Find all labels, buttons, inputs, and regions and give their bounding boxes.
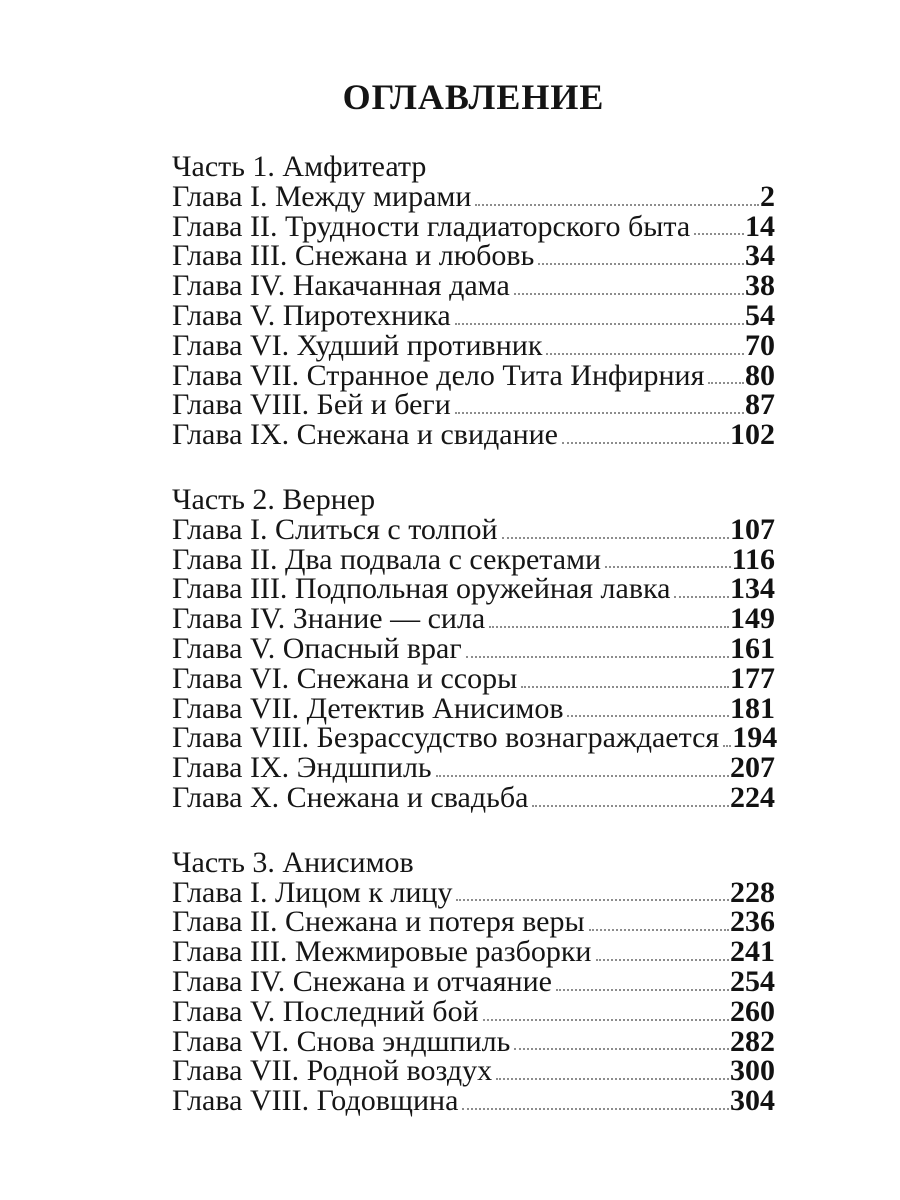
toc-entry-page: 134 — [730, 572, 775, 606]
toc-entry-page: 207 — [730, 751, 775, 785]
toc-entry-page: 102 — [730, 418, 775, 452]
toc-entry-page: 228 — [730, 875, 775, 909]
toc-entry — [172, 420, 775, 450]
toc-entry-label: Глава VI. Снова эндшпиль — [172, 1024, 511, 1058]
dot-leader — [708, 382, 744, 384]
toc-entry-page: 80 — [745, 358, 775, 392]
toc-entry-label: Глава I. Лицом к лицу — [172, 875, 453, 909]
toc-entry-page: 14 — [745, 209, 775, 243]
toc-entry-label: Глава III. Подпольная оружейная лавка — [172, 572, 671, 606]
dot-leader — [532, 805, 729, 807]
toc-entry — [172, 753, 775, 783]
page-title: ОГЛАВЛЕНИЕ — [342, 77, 605, 117]
toc-entry — [172, 907, 775, 937]
toc-entry-page: 54 — [745, 298, 775, 332]
toc-entry — [172, 661, 775, 695]
section-heading: Часть 2. Вернер — [172, 482, 376, 516]
dot-leader — [514, 1048, 729, 1050]
dot-leader — [589, 929, 729, 931]
section-heading: Часть 1. Амфитеатр — [172, 150, 427, 183]
toc-entry-page: 260 — [730, 994, 775, 1028]
toc-entry-page: 224 — [730, 780, 775, 814]
toc-entry — [172, 358, 775, 392]
toc-section-3 — [172, 845, 775, 1118]
toc-entry-label: Глава I. Между мирами — [172, 179, 472, 213]
toc-section-1 — [172, 152, 775, 450]
toc-entry — [172, 937, 775, 967]
dot-leader — [596, 959, 730, 961]
toc-entry-page: 181 — [730, 691, 775, 725]
toc-entry-label: Глава II. Два подвала с секретами — [172, 542, 602, 576]
dot-leader — [475, 204, 759, 206]
toc-entry-page: 70 — [745, 328, 775, 362]
toc-entry — [172, 1086, 775, 1116]
toc-entry-page: 149 — [730, 602, 775, 636]
toc-entry — [172, 209, 775, 243]
toc-entry-label: Глава IX. Эндшпиль — [172, 751, 432, 785]
toc-entry-label: Глава X. Снежана и свадьба — [172, 780, 529, 814]
toc-entry-page: 161 — [730, 631, 775, 665]
toc-entry — [172, 271, 775, 301]
toc-entry-page: 107 — [730, 512, 775, 546]
toc-entry-page: 300 — [730, 1054, 775, 1088]
toc-entry-label: Глава VII. Странное дело Тита Инфирния — [172, 358, 705, 392]
toc-entry — [172, 604, 775, 634]
dot-leader — [674, 596, 729, 598]
toc-entry-label: Глава VII. Родной воздух — [172, 1054, 493, 1088]
toc-entry-label: Глава II. Снежана и потеря веры — [172, 905, 585, 939]
toc-entry-label: Глава III. Межмировые разборки — [172, 935, 592, 969]
toc-entry — [172, 780, 775, 814]
toc-entry-label: Глава VI. Снежана и ссоры — [172, 661, 518, 695]
toc-entry-page: 87 — [745, 388, 775, 422]
dot-leader — [436, 775, 729, 777]
toc-entry — [172, 1056, 775, 1086]
dot-leader — [605, 566, 731, 568]
toc-entry-page: 282 — [730, 1024, 775, 1058]
dot-leader — [483, 1019, 729, 1021]
toc-entry-page: 254 — [730, 964, 775, 998]
dot-leader — [466, 656, 729, 658]
dot-leader — [567, 715, 729, 717]
toc-entry — [172, 691, 775, 725]
dot-leader — [462, 1108, 729, 1110]
toc-entry-page: 236 — [730, 905, 775, 939]
toc-entry-label: Глава VI. Худший противник — [172, 328, 543, 362]
toc-entry — [172, 241, 775, 271]
toc-entry-label: Глава V. Пиротехника — [172, 298, 451, 332]
toc-entry-label: Глава IV. Знание — сила — [172, 602, 486, 636]
toc-entry-label: Глава V. Опасный враг — [172, 631, 462, 665]
toc-entry-label: Глава VIII. Бей и беги — [172, 388, 451, 422]
toc-entry — [172, 390, 775, 420]
toc-entry-label: Глава V. Последний бой — [172, 994, 479, 1028]
dot-leader — [521, 686, 729, 688]
dot-leader — [562, 442, 729, 444]
toc-entry-label: Глава VIII. Годовщина — [172, 1084, 459, 1118]
dot-leader — [556, 989, 729, 991]
toc-entry — [172, 875, 775, 909]
toc-entry — [172, 574, 775, 604]
toc-entry — [172, 994, 775, 1028]
toc-entry — [172, 631, 775, 665]
toc-entry — [172, 542, 775, 576]
toc-entry-label: Глава III. Снежана и любовь — [172, 239, 535, 273]
toc-entry-page: 34 — [745, 239, 775, 273]
toc-entry-label: Глава I. Слиться с толпой — [172, 512, 498, 546]
dot-leader — [456, 899, 729, 901]
section-heading: Часть 3. Анисимов — [172, 845, 414, 879]
toc-entry-label: Глава II. Трудности гладиаторского быта — [172, 209, 691, 243]
toc-entry-label: Глава IV. Накачанная дама — [172, 269, 510, 303]
toc-entry — [172, 179, 775, 213]
toc-entry-label: Глава IX. Снежана и свидание — [172, 418, 559, 452]
toc-entry-label: Глава VIII. Безрассудство вознаграждается — [172, 721, 720, 755]
dot-leader — [723, 745, 731, 747]
toc-entry-label: Глава VII. Детектив Анисимов — [172, 691, 564, 725]
toc-entry — [172, 328, 775, 362]
toc-entry-page: 241 — [730, 935, 775, 969]
dot-leader — [489, 626, 729, 628]
toc-entry — [172, 298, 775, 332]
dot-leader — [538, 263, 744, 265]
dot-leader — [514, 293, 744, 295]
toc-entry-page: 177 — [730, 661, 775, 695]
toc-section-2 — [172, 482, 778, 814]
dot-leader — [546, 353, 744, 355]
toc-entry — [172, 1024, 775, 1058]
toc-entry-page: 304 — [730, 1084, 775, 1118]
dot-leader — [455, 323, 744, 325]
dot-leader — [496, 1078, 729, 1080]
toc-entry-page: 194 — [732, 721, 778, 755]
dot-leader — [694, 233, 744, 235]
toc-entry-page: 2 — [760, 179, 775, 213]
toc-entry-label: Глава IV. Снежана и отчаяние — [172, 964, 552, 998]
toc-entry-page: 38 — [745, 269, 775, 303]
toc-entry — [172, 721, 778, 755]
dot-leader — [455, 412, 744, 414]
toc-entry-page: 116 — [731, 542, 775, 576]
dot-leader — [502, 537, 729, 539]
toc-entry — [172, 512, 775, 546]
toc-entry — [172, 964, 775, 998]
